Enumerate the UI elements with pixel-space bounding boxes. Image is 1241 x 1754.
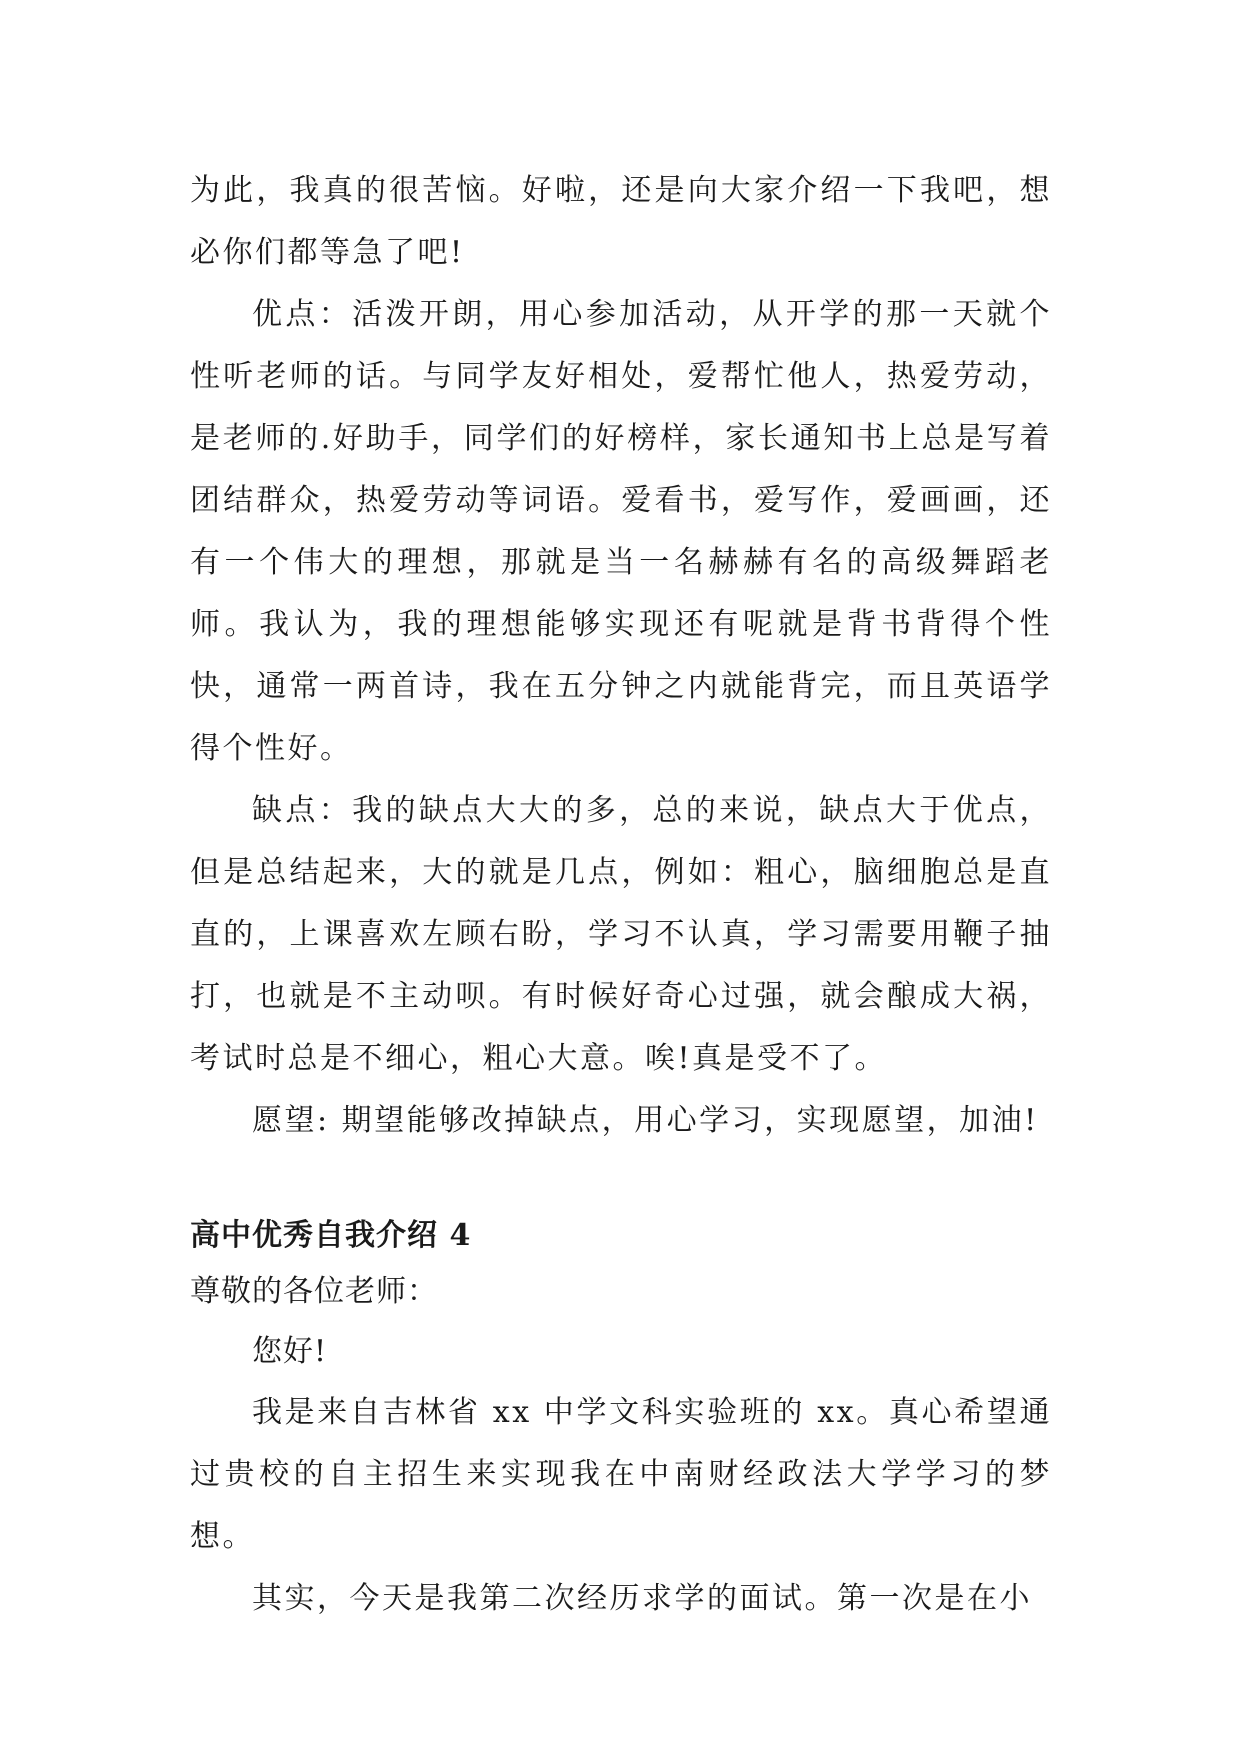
- document-body: [190, 160, 1052, 1630]
- paragraph-weaknesses: 缺点：我的缺点大大的多，总的来说，缺点大于优点，但是总结起来，大的就是几点，例如：粗心，脑细胞总是直直的，上课喜欢左顾右盼，学习不认真，学习需要用鞭子抽打，也就是不主动呗。有时候好奇心过强，就会酿成大祸，考试时总是不细心，粗心大意。唉!真是受不了。: [190, 793, 1052, 1076]
- paragraph-interview: 其实，今天是我第二次经历求学的面试。第一次是在小: [252, 1581, 1032, 1616]
- section-title: 高中优秀自我介绍 4: [190, 1218, 472, 1253]
- salutation: 尊敬的各位老师：: [190, 1274, 438, 1309]
- paragraph-continuation: 为此，我真的很苦恼。好啦，还是向大家介绍一下我吧，想必你们都等急了吧!: [190, 173, 1052, 270]
- paragraph-strengths: 优点：活泼开朗，用心参加活动，从开学的那一天就个性听老师的话。与同学友好相处，爱帮忙他人，热爱劳动，是老师的.好助手，同学们的好榜样，家长通知书上总是写着团结群众，热爱劳动等词语。爱看书，爱写作，爱画画，还有一个伟大的理想，那就是当一名赫赫有名的高级舞蹈老师。我认为，我的理想能够实现还有呢就是背书背得个性快，通常一两首诗，我在五分钟之内就能背完，而且英语学得个性好。: [190, 297, 1052, 766]
- paragraph-intro: 我是来自吉林省 xx 中学文科实验班的 xx。真心希望通过贵校的自主招生来实现我在中南财经政法大学学习的梦想。: [190, 1395, 1052, 1554]
- greeting: 您好!: [252, 1334, 328, 1369]
- paragraph-wishes: 愿望: 期望能够改掉缺点，用心学习，实现愿望，加油!: [252, 1103, 1039, 1138]
